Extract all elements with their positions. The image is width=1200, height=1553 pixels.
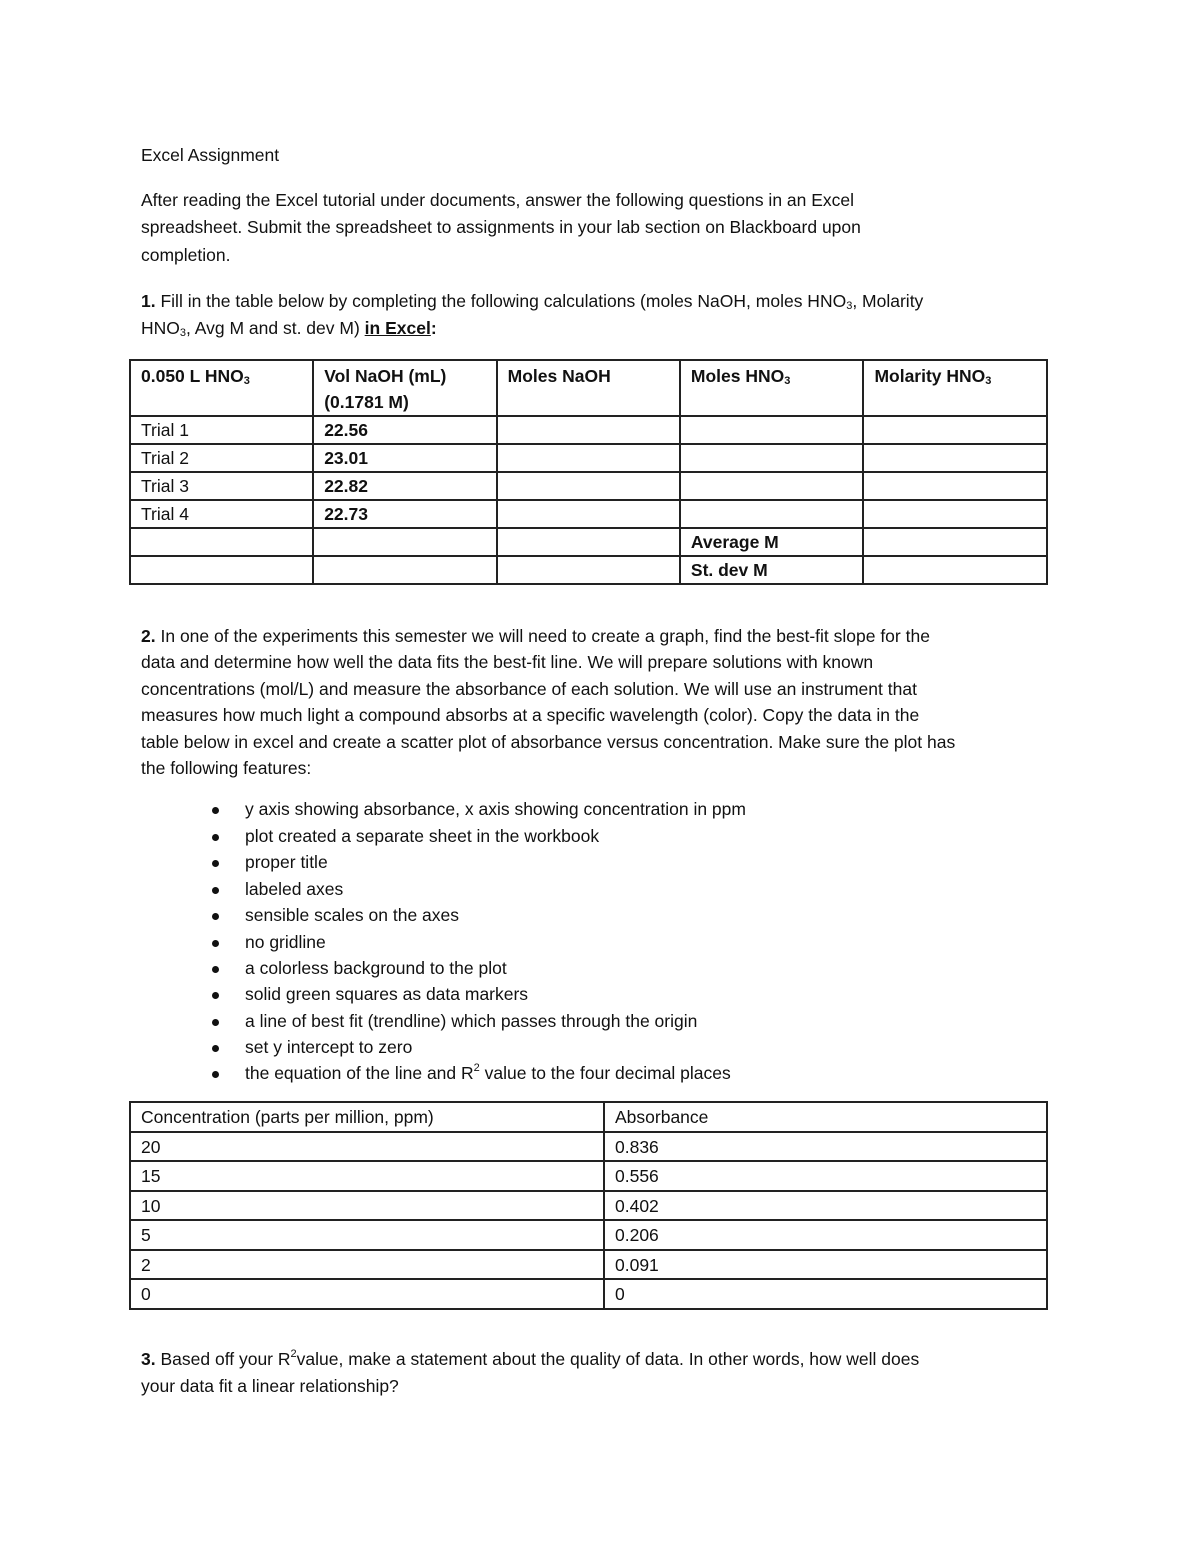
bullet-icon [212, 992, 219, 999]
question-2-line: the following features: [141, 758, 312, 778]
bullet-icon [212, 834, 219, 841]
table-header-row: Concentration (parts per million, ppm) Absorbance [130, 1102, 1047, 1132]
table-row: 0 0 [130, 1279, 1047, 1309]
bullet-icon [212, 1045, 219, 1052]
question-2-line: table below in excel and create a scatter plot of absorbance versus concentration. Make sure the plot has [141, 732, 956, 752]
bullet-icon [212, 913, 219, 920]
table-header-row: 0.050 L $HNO_3$ Vol NaOH (mL) (0.1781 M) Moles NaOH Moles $HNO_3$ Molarity $HNO_3$ [130, 360, 1047, 416]
bullet-item: y axis showing absorbance, x axis showing concentration in ppm [212, 796, 746, 822]
bullet-item: no gridline [212, 929, 326, 955]
table-row: 20 0.836 [130, 1132, 1047, 1162]
bullet-item: labeled axes [212, 876, 343, 902]
bullet-item: sensible scales on the axes [212, 902, 459, 928]
bullet-item: solid green squares as data markers [212, 981, 528, 1007]
table-row: Trial 4 22.73 [130, 500, 1047, 528]
bullet-item: a colorless background to the plot [212, 955, 507, 981]
bullet-icon [212, 887, 219, 894]
table-row: 10 0.402 [130, 1191, 1047, 1221]
titration-table [129, 359, 1048, 585]
intro-line: After reading the Excel tutorial under documents, answer the following questions in an Excel [141, 190, 855, 210]
bullet-icon [212, 1019, 219, 1026]
table-row: Trial 3 22.82 [130, 472, 1047, 500]
question-2-line: concentrations (mol/L) and measure the absorbance of each solution. We will use an instrument that [141, 679, 917, 699]
bullet-item: the equation of the line and $R^2$ value to the four decimal places [212, 1060, 731, 1086]
table-row-stdev: St. dev M [130, 556, 1047, 584]
question-3-line: your data fit a linear relationship? [141, 1376, 399, 1396]
bullet-icon [212, 966, 219, 973]
question-1-line: 1. Fill in the table below by completing the following calculations (moles NaOH, moles $HNO_3$, Molarity [141, 291, 924, 312]
bullet-icon [212, 940, 219, 947]
bullet-item: a line of best fit (trendline) which passes through the origin [212, 1008, 697, 1034]
bullet-item: set y intercept to zero [212, 1034, 412, 1060]
bullet-item: proper title [212, 849, 328, 875]
bullet-item: plot created a separate sheet in the workbook [212, 823, 599, 849]
table-row: 2 0.091 [130, 1250, 1047, 1280]
bullet-icon [212, 860, 219, 867]
bullet-icon [212, 1071, 219, 1078]
table-row: 15 0.556 [130, 1161, 1047, 1191]
question-2-line: data and determine how well the data fits the best-fit line. We will prepare solutions with known [141, 652, 874, 672]
bullet-icon [212, 807, 219, 814]
intro-line: spreadsheet. Submit the spreadsheet to assignments in your lab section on Blackboard upon [141, 217, 861, 237]
question-1-line: $HNO_3$, Avg M and st. dev M) in Excel: [141, 318, 437, 339]
table-row: Trial 1 22.56 [130, 416, 1047, 444]
document-title: Excel Assignment [141, 145, 280, 165]
table-row: 5 0.206 [130, 1220, 1047, 1250]
question-2-line: 2. In one of the experiments this semester we will need to create a graph, find the best-fit slope for the [141, 626, 930, 646]
question-2-line: measures how much light a compound absorbs at a specific wavelength (color). Copy the data in the [141, 705, 920, 725]
intro-line: completion. [141, 245, 231, 265]
absorbance-table [129, 1101, 1048, 1310]
question-3-line: 3. Based off your $R^2value$, make a statement about the quality of data. In other words, how well does [141, 1348, 920, 1369]
table-row-average: Average M [130, 528, 1047, 556]
table-row: Trial 2 23.01 [130, 444, 1047, 472]
